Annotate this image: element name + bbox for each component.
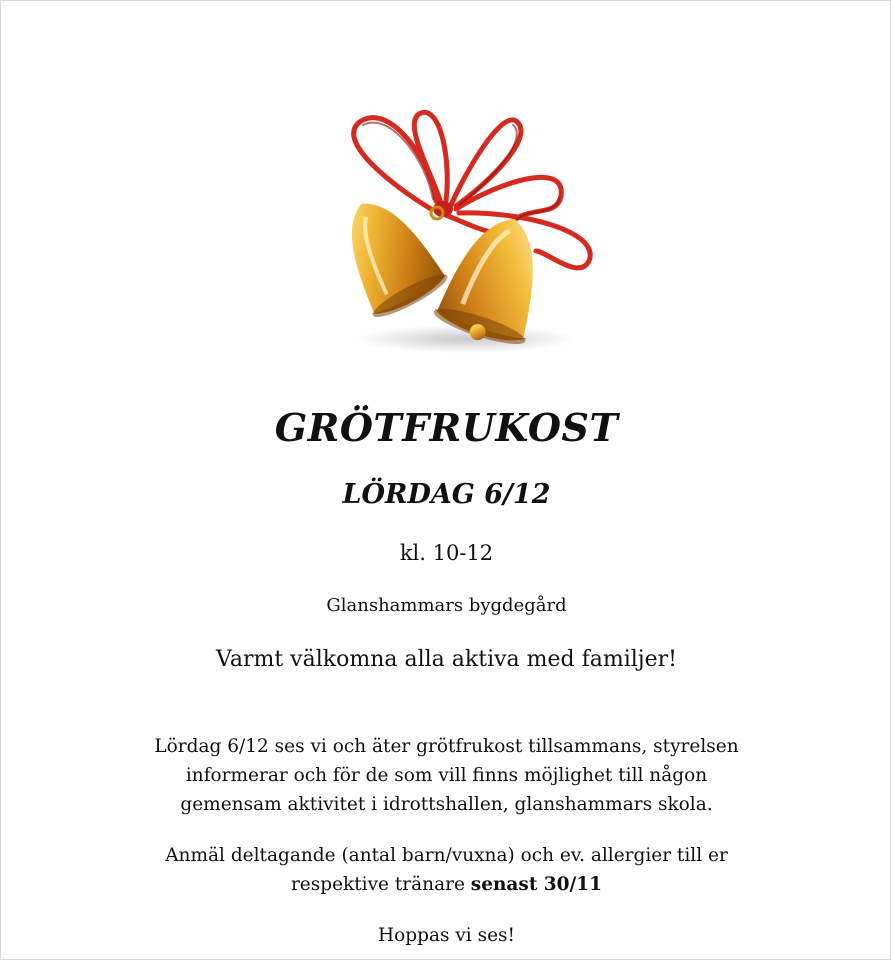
- event-title: GRÖTFRUKOST: [274, 405, 619, 450]
- closing-line: Hoppas vi ses!: [378, 925, 515, 946]
- registration-text: respektive tränare: [290, 874, 471, 895]
- description-line: informerar och för de som vill finns möjlighet till någon: [185, 765, 708, 786]
- description-line: gemensam aktivitet i idrottshallen, glanshammars skola.: [180, 794, 713, 815]
- registration-line: Anmäl deltagande (antal barn/vuxna) och ev. allergier till er: [165, 845, 728, 866]
- event-date: LÖRDAG 6/12: [342, 479, 551, 510]
- description-paragraph: [101, 732, 792, 819]
- event-time: kl. 10-12: [399, 541, 494, 565]
- event-location: Glanshammars bygdegård: [326, 595, 567, 616]
- welcome-message: Varmt välkomna alla aktiva med familjer!: [215, 647, 677, 672]
- christmas-bells-icon: [291, 101, 611, 361]
- description-line: Lördag 6/12 ses vi och äter grötfrukost tillsammans, styrelsen: [154, 736, 739, 757]
- registration-paragraph: [101, 841, 792, 899]
- registration-line: [101, 870, 792, 899]
- registration-deadline: senast 30/11: [470, 874, 603, 895]
